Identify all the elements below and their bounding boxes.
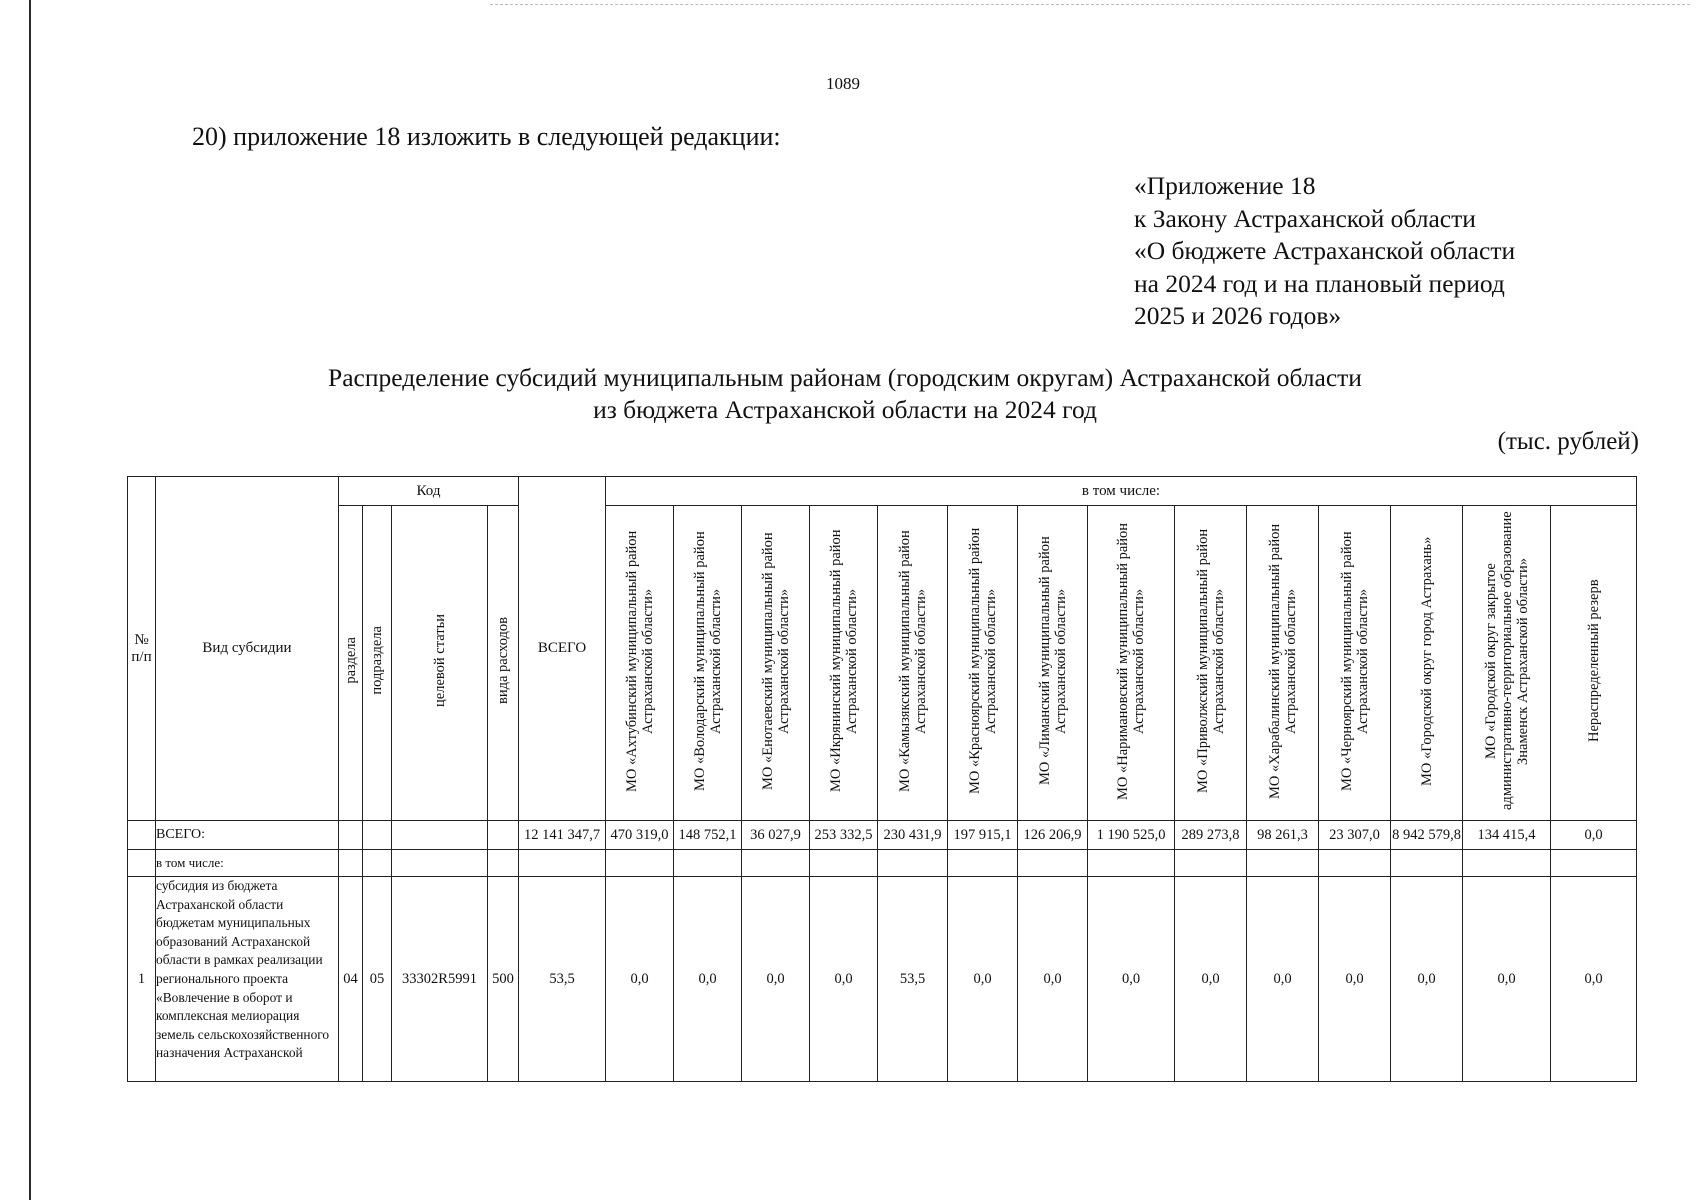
empty-cell [363, 850, 392, 877]
total-row-value: 1 190 525,0 [1088, 821, 1175, 850]
scan-edge-line [29, 0, 31, 1200]
empty-cell [488, 821, 519, 850]
units-label: (тыс. рублей) [1497, 428, 1639, 455]
total-row-value: 8 942 579,8 [1391, 821, 1463, 850]
empty-cell [1319, 850, 1391, 877]
empty-cell [392, 850, 488, 877]
total-row-value: 0,0 [1551, 821, 1637, 850]
row-value: 0,0 [1319, 877, 1391, 1082]
empty-cell [128, 850, 156, 877]
empty-cell [519, 850, 606, 877]
row-value: 0,0 [948, 877, 1018, 1082]
empty-cell [674, 850, 742, 877]
row-value: 0,0 [742, 877, 810, 1082]
empty-cell [1391, 850, 1463, 877]
appendix-block [1134, 170, 1515, 333]
header-kind: Вид субсидии [156, 477, 339, 821]
row-value: 0,0 [1391, 877, 1463, 1082]
intro-line: 20) приложение 18 изложить в следующей редакции: [192, 122, 781, 151]
empty-cell [392, 821, 488, 850]
total-row-value: 253 332,5 [810, 821, 878, 850]
total-row-value: 98 261,3 [1247, 821, 1319, 850]
row-value: 0,0 [674, 877, 742, 1082]
row-value: 0,0 [1088, 877, 1175, 1082]
row-expense-type: 500 [488, 877, 519, 1082]
row-value: 0,0 [1018, 877, 1088, 1082]
header-row-top [128, 477, 1637, 506]
empty-cell [810, 850, 878, 877]
header-mo-col: МО «Лиманский муниципальный район Астраханской области» [1018, 506, 1088, 821]
empty-cell [1018, 850, 1088, 877]
total-row-value: 289 273,8 [1175, 821, 1247, 850]
document-title [0, 362, 1690, 426]
header-mo-col: МО «Ахтубинский муниципальный район Астраханской области» [606, 506, 674, 821]
header-mo-col: МО «Приволжский муниципальный район Астраханской области» [1175, 506, 1247, 821]
header-code: Код [339, 477, 519, 506]
empty-cell [339, 821, 363, 850]
subsidy-table [127, 476, 1637, 1082]
total-row-value: 470 319,0 [606, 821, 674, 850]
including-row [128, 850, 1637, 877]
scan-top-line [490, 4, 1690, 5]
header-mo-col: МО «Городской округ закрытое административно-территориальное образование Знаменск Астраханской области» [1463, 506, 1551, 821]
total-row-value: 148 752,1 [674, 821, 742, 850]
total-row-total: 12 141 347,7 [519, 821, 606, 850]
header-mo-col: МО «Харабалинский муниципальный район Астраханской области» [1247, 506, 1319, 821]
header-mo-col: МО «Черноярский муниципальный район Астраханской области» [1319, 506, 1391, 821]
empty-cell [1247, 850, 1319, 877]
empty-cell [339, 850, 363, 877]
header-mo-col: МО «Енотаевский муниципальный район Астраханской области» [742, 506, 810, 821]
header-mo-col: МО «Камызякский муниципальный район Астраханской области» [878, 506, 948, 821]
row-value: 0,0 [606, 877, 674, 1082]
header-num: № п/п [128, 477, 156, 821]
total-row-value: 23 307,0 [1319, 821, 1391, 850]
header-including: в том числе: [606, 477, 1637, 506]
empty-cell [878, 850, 948, 877]
row-value: 0,0 [1247, 877, 1319, 1082]
total-row-value: 197 915,1 [948, 821, 1018, 850]
appendix-line: «О бюджете Астраханской области [1134, 236, 1516, 265]
title-line: из бюджета Астраханской области на 2024 год [593, 395, 1097, 424]
header-mo-col: МО «Володарский муниципальный район Астраханской области» [674, 506, 742, 821]
appendix-line: к Закону Астраханской области [1134, 203, 1476, 233]
page-number: 1089 [826, 74, 860, 93]
row-value: 0,0 [1551, 877, 1637, 1082]
empty-cell [488, 850, 519, 877]
total-row-value: 134 415,4 [1463, 821, 1551, 850]
row-kind: субсидия из бюджета Астраханской области бюджетам муниципальных образований Астраханской области в рамках реализации регионального проекта «Вовлечение в оборот и комплексная мелиорация земель сельскохозяйственного назначения Астраханской [156, 877, 339, 1082]
total-row-value: 36 027,9 [742, 821, 810, 850]
empty-cell [363, 821, 392, 850]
row-target: 33302R5991 [392, 877, 488, 1082]
empty-cell [1551, 850, 1637, 877]
including-row-label: в том числе: [156, 850, 339, 877]
header-total: ВСЕГО [519, 477, 606, 821]
header-mo-col: Нераспределенный резерв [1551, 506, 1637, 821]
appendix-line: на 2024 год и на плановый период [1134, 268, 1505, 298]
total-row-value: 230 431,9 [878, 821, 948, 850]
empty-cell [948, 850, 1018, 877]
total-row-value: 126 206,9 [1018, 821, 1088, 850]
header-mo-col: МО «Икрянинский муниципальный район Астраханской области» [810, 506, 878, 821]
header-row-sub [128, 506, 1637, 821]
header-mo-col: МО «Наримановский муниципальный район Астраханской области» [1088, 506, 1175, 821]
header-code-col: раздела [339, 506, 363, 821]
row-section: 04 [339, 877, 363, 1082]
title-line: Распределение субсидий муниципальным районам (городским округам) Астраханской области [328, 363, 1362, 392]
empty-cell [742, 850, 810, 877]
total-row [128, 821, 1637, 850]
header-code-col: целевой статьи [392, 506, 488, 821]
appendix-line: «Приложение 18 [1134, 171, 1316, 200]
total-row-label: ВСЕГО: [156, 821, 339, 850]
row-num: 1 [128, 877, 156, 1082]
header-code-col: подраздела [363, 506, 392, 821]
header-mo-col: МО «Городской округ город Астрахань» [1391, 506, 1463, 821]
empty-cell [1175, 850, 1247, 877]
table-row [128, 877, 1637, 1082]
row-value: 0,0 [810, 877, 878, 1082]
header-mo-col: МО «Красноярский муниципальный район Астраханской области» [948, 506, 1018, 821]
appendix-line: 2025 и 2026 годов» [1134, 301, 1342, 330]
total-num-cell [128, 821, 156, 850]
header-code-col: вида расходов [488, 506, 519, 821]
row-subsection: 05 [363, 877, 392, 1082]
empty-cell [1088, 850, 1175, 877]
empty-cell [1463, 850, 1551, 877]
row-value: 53,5 [878, 877, 948, 1082]
row-total: 53,5 [519, 877, 606, 1082]
empty-cell [606, 850, 674, 877]
row-value: 0,0 [1175, 877, 1247, 1082]
row-value: 0,0 [1463, 877, 1551, 1082]
